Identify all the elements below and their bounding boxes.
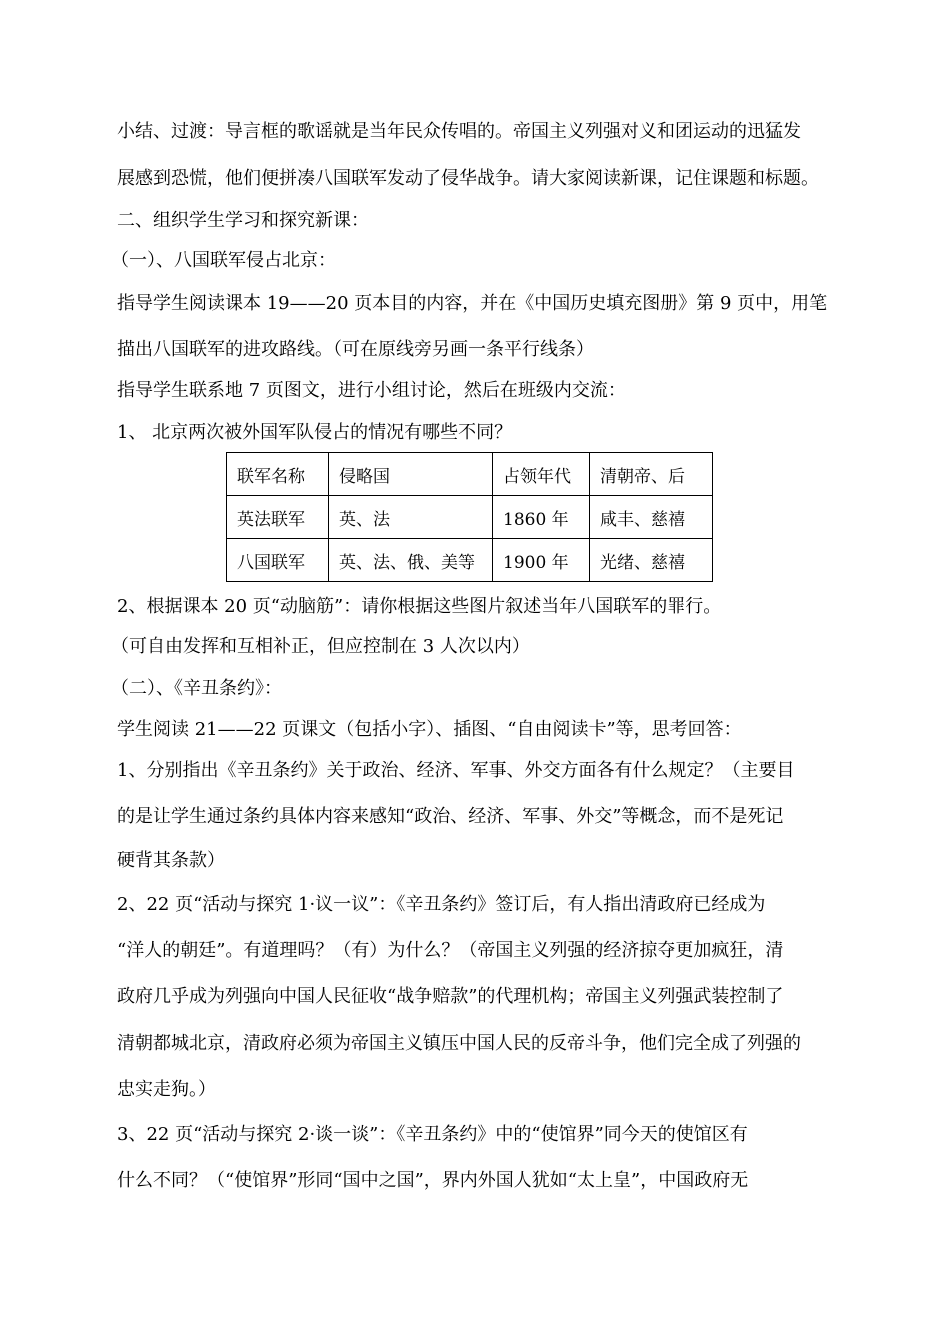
section-heading: 二、组织学生学习和探究新课： (117, 210, 369, 231)
table-cell: 1860 年 (493, 496, 590, 539)
question-line: 2、22 页“活动与探究 1·议一议”：《辛丑条约》签订后，有人指出清政府已经成为 (117, 894, 766, 915)
table-cell: 八国联军 (227, 539, 329, 582)
table-header-cell: 联军名称 (227, 453, 329, 496)
question-line: 1、分别指出《辛丑条约》关于政治、经济、军事、外交方面各有什么规定？（主要目 (117, 760, 795, 781)
table-cell: 1900 年 (493, 539, 590, 582)
question-line: 1、 北京两次被外国军队侵占的情况有哪些不同？ (117, 422, 513, 443)
text-line: “洋人的朝廷”。有道理吗？（有）为什么？（帝国主义列强的经济掠夺更加疯狂，清 (117, 940, 784, 961)
text-line: 小结、过渡：导言框的歌谣就是当年民众传唱的。帝国主义列强对义和团运动的迅猛发 (117, 121, 801, 142)
table-cell: 英、法、俄、美等 (329, 539, 493, 582)
text-line: 学生阅读 21——22 页课文（包括小字）、插图、“自由阅读卡”等，思考回答： (117, 719, 742, 740)
table-cell: 咸丰、慈禧 (590, 496, 713, 539)
text-line: 指导学生联系地 7 页图文，进行小组讨论，然后在班级内交流： (117, 380, 626, 401)
table-row (227, 496, 713, 539)
text-line: 硬背其条款） (117, 850, 225, 871)
question-line: 3、22 页“活动与探究 2·谈一谈”：《辛丑条约》中的“使馆界”同今天的使馆区有 (117, 1124, 748, 1145)
table-header-row (227, 453, 713, 496)
text-line: （可自由发挥和互相补正，但应控制在 3 人次以内） (111, 636, 530, 657)
text-line: 清朝都城北京，清政府必须为帝国主义镇压中国人民的反帝斗争，他们完全成了列强的 (117, 1033, 801, 1054)
table-cell: 英法联军 (227, 496, 329, 539)
question-line: 2、根据课本 20 页“动脑筋”：请你根据这些图片叙述当年八国联军的罪行。 (117, 596, 722, 617)
table-cell: 光绪、慈禧 (590, 539, 713, 582)
subsection-heading: （一）、八国联军侵占北京： (111, 250, 336, 271)
table-header-cell: 清朝帝、后 (590, 453, 713, 496)
comparison-table (226, 452, 713, 582)
text-line: 展感到恐慌，他们便拼凑八国联军发动了侵华战争。请大家阅读新课，记住课题和标题。 (117, 168, 819, 189)
subsection-heading: （二）、《辛丑条约》： (111, 678, 282, 699)
table-header-cell: 占领年代 (493, 453, 590, 496)
text-line: 忠实走狗。） (117, 1079, 216, 1100)
text-line: 指导学生阅读课本 19——20 页本目的内容，并在《中国历史填充图册》第 9 页中，用笔 (117, 293, 828, 314)
text-line: 什么不同？（“使馆界”形同“国中之国”，界内外国人犹如“太上皇”，中国政府无 (117, 1170, 749, 1191)
table-cell: 英、法 (329, 496, 493, 539)
text-line: 的是让学生通过条约具体内容来感知“政治、经济、军事、外交”等概念，而不是死记 (117, 806, 784, 827)
text-line: 描出八国联军的进攻路线。（可在原线旁另画一条平行线条） (117, 339, 594, 360)
text-line: 政府几乎成为列强向中国人民征收“战争赔款”的代理机构；帝国主义列强武装控制了 (117, 986, 784, 1007)
table-row (227, 539, 713, 582)
table-header-cell: 侵略国 (329, 453, 493, 496)
